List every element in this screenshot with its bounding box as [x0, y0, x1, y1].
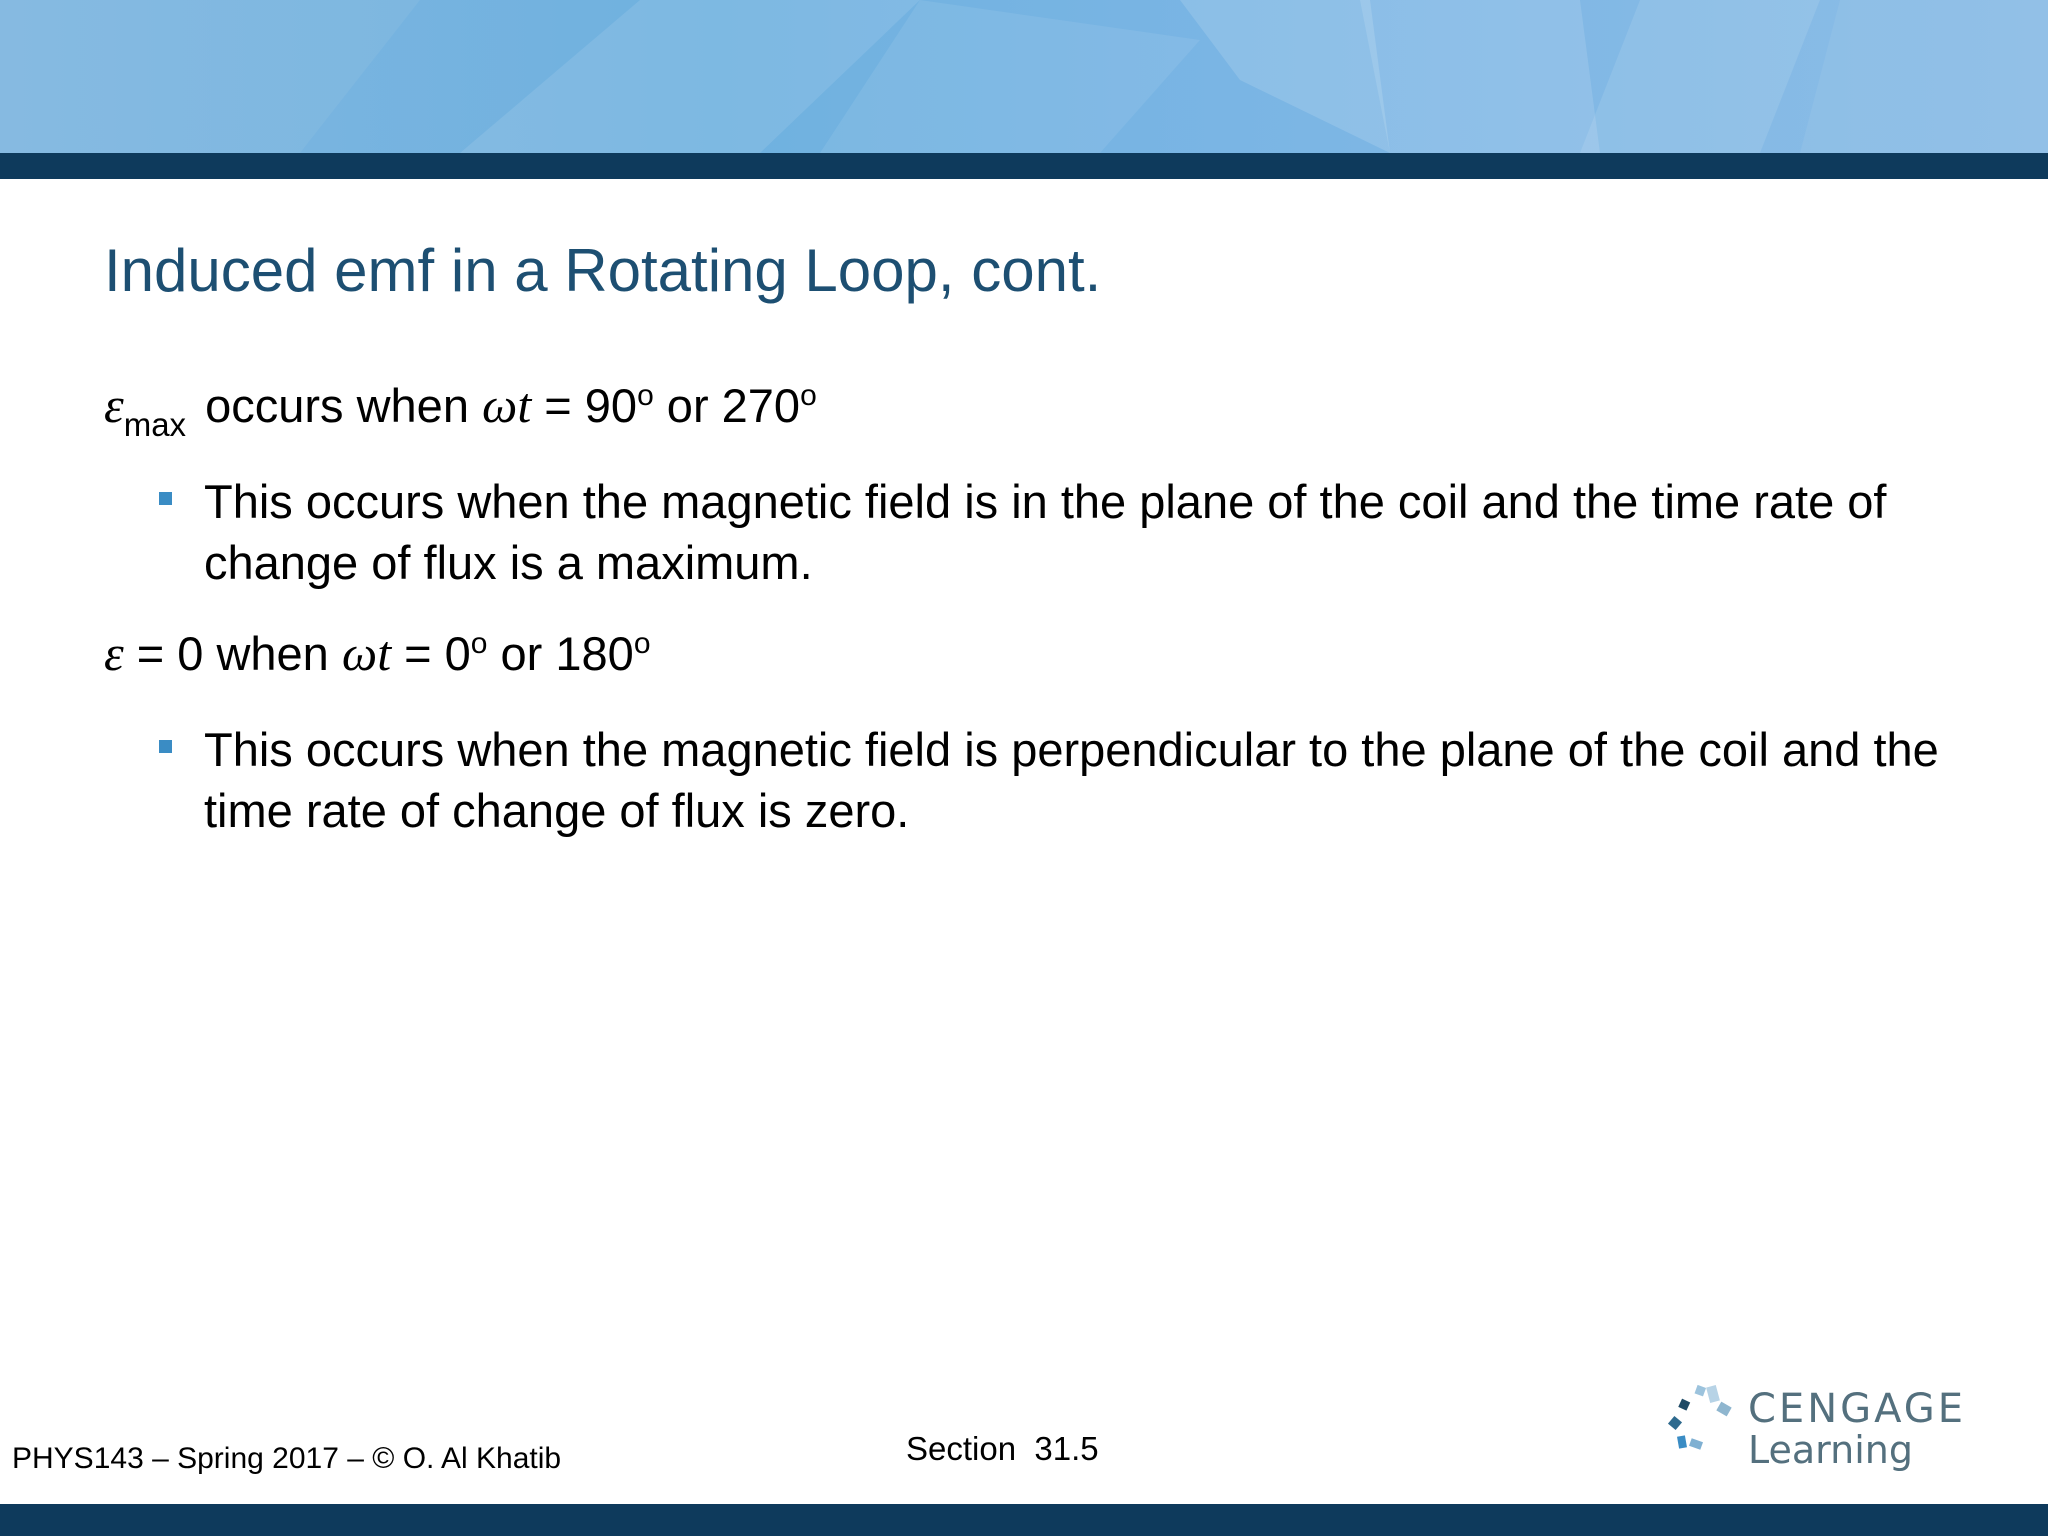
- bullet-marker: [159, 740, 172, 753]
- epsilon-symbol: ε: [104, 625, 124, 681]
- header-decoration: [0, 0, 2048, 153]
- subscript-max: max: [123, 406, 187, 443]
- cengage-mark-icon: [1664, 1382, 1744, 1472]
- bullet-marker: [159, 492, 172, 505]
- omega-t: ωt: [482, 377, 532, 433]
- logo-wordmark-sub: Learning: [1748, 1428, 1913, 1472]
- logo-wordmark: CENGAGE: [1748, 1386, 1967, 1432]
- omega-t: ωt: [341, 625, 392, 681]
- header-banner: [0, 0, 2048, 153]
- footer-rule: [0, 1504, 2048, 1536]
- statement-text: = 0 when: [123, 627, 342, 680]
- emf-max-statement: [104, 377, 817, 443]
- statement-text: = 90: [531, 379, 638, 432]
- footer-course-credit: PHYS143 – Spring 2017 – © O. Al Khatib: [12, 1442, 562, 1475]
- bullet-text: This occurs when the magnetic field is perpendicular to the plane of the coil and the time rate of change of flux is zero.: [204, 723, 1939, 837]
- epsilon-symbol: ε: [104, 377, 124, 433]
- cengage-logo: [1664, 1382, 1967, 1472]
- degree-mark: o: [637, 379, 654, 412]
- statement-text: = 0: [391, 627, 471, 680]
- bullet-text: This occurs when the magnetic field is in the plane of the coil and the time rate of change of flux is a maximum.: [204, 475, 1887, 589]
- emf-zero-statement: [104, 625, 651, 681]
- statement-text: or 270: [653, 379, 801, 432]
- footer-section-number: Section 31.5: [906, 1430, 1099, 1467]
- slide-title: Induced emf in a Rotating Loop, cont.: [104, 237, 1102, 304]
- header-rule: [0, 153, 2048, 179]
- degree-mark: o: [470, 627, 488, 660]
- statement-text: or 180: [487, 627, 634, 680]
- degree-mark: o: [800, 379, 817, 412]
- statement-text: occurs when: [192, 379, 483, 432]
- degree-mark: o: [633, 627, 651, 660]
